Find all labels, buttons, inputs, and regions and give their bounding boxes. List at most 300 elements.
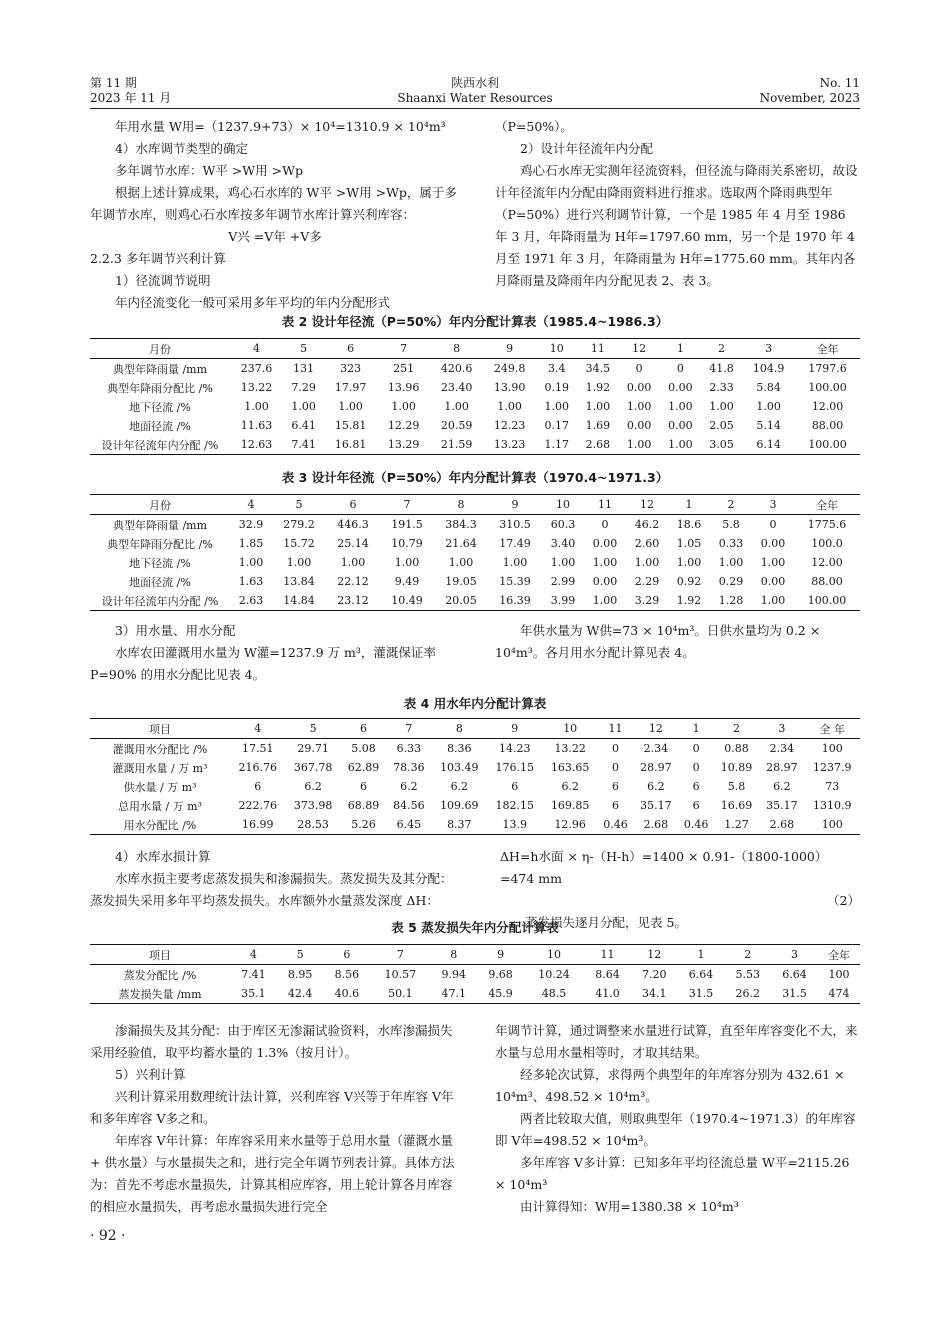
table-row — [90, 359, 860, 379]
header-cell: 项目 — [149, 948, 171, 962]
table-cell: 1.00 — [756, 400, 781, 413]
table-cell: 15.39 — [499, 575, 531, 588]
header-cell: 9 — [497, 948, 505, 961]
table-cell: 0 — [676, 362, 684, 375]
table-cell: 12.29 — [387, 419, 420, 432]
header-cell: 6 — [349, 498, 357, 511]
header-cell: 月份 — [149, 342, 171, 356]
table-cell: 10.89 — [720, 761, 753, 774]
table-cell: 13.84 — [283, 575, 315, 588]
table-cell: 1.00 — [444, 400, 469, 413]
table-cell: 1.63 — [238, 575, 264, 588]
header-journal-cn: 陕西水利 — [450, 76, 499, 90]
table-cell: 1.27 — [724, 818, 749, 831]
table-cell: 2.68 — [585, 438, 611, 451]
table-cell: 3.29 — [634, 594, 660, 607]
table-cell: 总用水量 / 万 m³ — [117, 799, 203, 813]
table-cell: 6 — [254, 780, 262, 793]
table-cell: 地面径流 /% — [129, 419, 191, 433]
table-cell: 8.95 — [287, 968, 313, 981]
table-header-row — [90, 339, 860, 359]
header-cell: 10 — [549, 342, 564, 355]
table-cell: 1.00 — [338, 400, 363, 413]
table-cell: 8.37 — [447, 818, 472, 831]
table-cell: 60.3 — [550, 518, 576, 531]
table-cell: 1.00 — [394, 556, 420, 569]
table-cell: 0.46 — [603, 818, 628, 831]
table-cell: 1.17 — [544, 438, 569, 451]
table-cell: 6 — [511, 780, 519, 793]
table-cell: 12.23 — [493, 419, 526, 432]
table-cell: 18.6 — [676, 518, 702, 531]
table-cell: 88.00 — [811, 419, 844, 432]
header-cell: 3 — [791, 948, 799, 961]
table-cell: 28.53 — [297, 818, 329, 831]
table-cell: 5.14 — [756, 419, 781, 432]
table3-title: 表 3 设计年径流（P=50%）年内分配计算表（1970.4~1971.3） — [281, 470, 669, 485]
table-cell: 6.14 — [756, 438, 781, 451]
section-heading: 5）兴利计算 — [115, 1067, 186, 1082]
table-cell: 42.4 — [287, 987, 313, 1000]
table-cell: 16.81 — [334, 438, 367, 451]
table-cell: 16.39 — [499, 594, 531, 607]
table-row — [90, 796, 860, 815]
header-issue-cn: 第 11 期 — [90, 76, 137, 90]
header-cell: 9 — [511, 722, 519, 735]
table-row — [90, 416, 860, 435]
table-cell: 7.41 — [241, 968, 266, 981]
table-cell: 6 — [612, 799, 620, 812]
table-cell: 1.00 — [291, 400, 316, 413]
paragraph: 兴利计算采用数理统计法计算，兴利库容 V兴等于年库容 V年和多年库容 V多之和。 — [90, 1089, 454, 1126]
table-cell: 5.08 — [351, 742, 376, 755]
header-cell: 2 — [718, 342, 726, 355]
table-cell: 6.2 — [561, 780, 579, 793]
table-cell: 0.17 — [544, 419, 569, 432]
header-cell: 7 — [400, 342, 408, 355]
mid-left-column — [90, 620, 460, 686]
header-cell: 2 — [732, 722, 740, 735]
table-cell: 蒸发分配比 /% — [123, 968, 197, 982]
header-cell: 11 — [590, 342, 605, 355]
table-cell: 5.26 — [351, 818, 376, 831]
table-row — [90, 435, 860, 455]
table-cell: 41.8 — [709, 362, 734, 375]
table-cell: 6.2 — [773, 780, 791, 793]
table-cell: 1.00 — [585, 400, 611, 413]
table-cell: 6 — [692, 799, 700, 812]
table-cell: 26.2 — [735, 987, 760, 1000]
paragraph: 多年库容 V多计算：已知多年平均径流总量 W平=2115.26 × 10⁴m³ — [495, 1155, 850, 1192]
table-cell: 17.51 — [241, 742, 274, 755]
header-cell: 8 — [450, 948, 458, 961]
table-cell: 216.76 — [238, 761, 277, 774]
table-cell: 279.2 — [283, 518, 315, 531]
table-cell: 1.00 — [668, 438, 693, 451]
table-cell: 100 — [828, 968, 850, 981]
header-cell: 10 — [563, 722, 578, 735]
header-cell: 4 — [249, 948, 257, 961]
header-cell: 4 — [252, 342, 260, 355]
table-cell: 222.76 — [238, 799, 277, 812]
paragraph: 鸡心石水库无实测年径流资料，但径流与降雨关系密切，故设计年径流年内分配由降雨资料进行推求。选取两个降雨典型年（P=50%）进行兴利调节计算，一个是 1985 年 4 月至 1986 年 3 月，年降雨量为 H年=1797.60 mm，另一个是 1970 年 4 月至 1971 年 3 月，年降雨量为 H年=1775.60 mm。其年内各月降雨量及降雨年内分配见表 2、表 3。 — [495, 163, 858, 288]
header-cell: 1 — [697, 948, 705, 961]
table-cell: 地下径流 /% — [129, 556, 191, 570]
annual-water-use: 年用水量 W用=（1237.9+73）× 10⁴=1310.9 × 10⁴m³ — [115, 119, 446, 134]
bottom-right-column — [495, 1020, 860, 1218]
table-cell: 典型年降雨分配比 /% — [107, 537, 213, 551]
table-cell: 1.92 — [585, 381, 611, 394]
table-row — [90, 758, 860, 777]
table-cell: 13.22 — [554, 742, 586, 755]
table-cell: 1.00 — [286, 556, 312, 569]
table-cell: 3.99 — [550, 594, 576, 607]
table-cell: 6.41 — [291, 419, 316, 432]
paragraph: 由计算得知：W用=1380.38 × 10⁴m³ — [520, 1199, 739, 1214]
lower-left-column — [90, 846, 460, 912]
table-cell: 32.9 — [238, 518, 264, 531]
header-date-en: November, 2023 — [759, 91, 860, 105]
table-cell: 0.00 — [668, 419, 693, 432]
header-cell: 9 — [506, 342, 514, 355]
table2 — [90, 338, 860, 455]
table-cell: 1.00 — [626, 400, 652, 413]
table-cell: 0 — [769, 518, 777, 531]
table-cell: 31.5 — [782, 987, 807, 1000]
table-cell: 典型年降雨量 /mm — [112, 362, 208, 376]
table-row — [90, 378, 860, 397]
table-cell: 蒸发损失量 /mm — [118, 987, 202, 1001]
table-cell: 46.2 — [634, 518, 660, 531]
table-cell: 0 — [612, 761, 620, 774]
table-cell: 0 — [692, 742, 700, 755]
table-cell: 62.89 — [347, 761, 380, 774]
table-cell: 2.34 — [643, 742, 669, 755]
table-cell: 0.88 — [724, 742, 749, 755]
table-cell: 8.56 — [334, 968, 360, 981]
table-cell: 23.40 — [440, 381, 473, 394]
table-cell: 23.12 — [337, 594, 369, 607]
table-cell: 13.96 — [387, 381, 420, 394]
table-cell: 1.00 — [550, 556, 576, 569]
table-cell: 10.79 — [391, 537, 423, 550]
table-cell: 14.23 — [499, 742, 531, 755]
table-cell: 5.8 — [722, 518, 740, 531]
header-cell: 12 — [648, 722, 663, 735]
table-cell: 1.00 — [634, 556, 660, 569]
paragraph: （P=50%）。 — [495, 119, 573, 134]
table-cell: 249.8 — [493, 362, 526, 375]
header-cell: 8 — [453, 342, 461, 355]
table-cell: 0.19 — [544, 381, 569, 394]
table-cell: 6.2 — [304, 780, 322, 793]
table-cell: 31.5 — [688, 987, 714, 1000]
header-cell: 2 — [727, 498, 735, 511]
table-cell: 0.00 — [626, 419, 652, 432]
table3 — [90, 494, 860, 611]
table-cell: 地面径流 /% — [129, 575, 191, 589]
table-cell: 13.90 — [493, 381, 526, 394]
header-cell: 5 — [296, 948, 304, 961]
table-cell: 2.63 — [238, 594, 264, 607]
table-cell: 17.97 — [334, 381, 367, 394]
header-cell: 6 — [343, 948, 351, 961]
table-cell: 16.99 — [241, 818, 274, 831]
table-cell: 131 — [293, 362, 315, 375]
table-cell: 2.68 — [769, 818, 795, 831]
table-cell: 1.00 — [340, 556, 366, 569]
table-row — [90, 572, 860, 591]
header-cell: 9 — [511, 498, 519, 511]
table-cell: 0.00 — [668, 381, 693, 394]
table-cell: 2.99 — [550, 575, 576, 588]
header-cell: 10 — [547, 948, 562, 961]
table-row — [90, 965, 860, 985]
top-right-column — [495, 116, 860, 292]
table-cell: 2.29 — [634, 575, 660, 588]
table-cell: 323 — [340, 362, 362, 375]
table-cell: 设计年径流年内分配 /% — [101, 438, 219, 452]
header-cell: 1 — [692, 722, 700, 735]
table-cell: 100 — [821, 818, 843, 831]
table-cell: 446.3 — [337, 518, 369, 531]
table-cell: 100.0 — [811, 537, 843, 550]
table-cell: 384.3 — [445, 518, 477, 531]
header-cell: 5 — [295, 498, 303, 511]
table4-title: 表 4 用水年内分配计算表 — [403, 696, 547, 711]
table-header-row — [90, 719, 860, 739]
table-cell: 103.49 — [440, 761, 479, 774]
table-cell: 3.05 — [709, 438, 734, 451]
header-issue-en: No. 11 — [819, 76, 860, 90]
table-cell: 1.00 — [592, 594, 618, 607]
table-cell: 100.00 — [808, 381, 847, 394]
table-cell: 420.6 — [440, 362, 473, 375]
table-cell: 8.36 — [447, 742, 472, 755]
header-cell: 3 — [765, 342, 773, 355]
table-cell: 8.64 — [595, 968, 620, 981]
section-heading: 2）设计年径流年内分配 — [520, 141, 653, 156]
table-cell: 1.00 — [760, 556, 786, 569]
paragraph: 年供水量为 W供=73 × 10⁴m³。日供水量均为 0.2 × 10⁴m³。各月用水分配计算见表 4。 — [495, 623, 821, 660]
paragraph: 蒸发损失逐月分配，见表 5。 — [525, 915, 687, 930]
table-cell: 1.28 — [718, 594, 744, 607]
header-cell: 7 — [405, 722, 413, 735]
section-heading: 3）用水量、用水分配 — [115, 623, 236, 638]
table-cell: 73 — [825, 780, 840, 793]
table-cell: 6.64 — [782, 968, 807, 981]
table-cell: 1.00 — [626, 438, 652, 451]
header-cell: 1 — [676, 342, 684, 355]
table-cell: 1237.9 — [813, 761, 852, 774]
table-cell: 典型年降雨分配比 /% — [107, 381, 213, 395]
header-cell: 12 — [640, 498, 654, 511]
table5-title: 表 5 蒸发损失年内分配计算表 — [391, 920, 559, 935]
header-cell: 3 — [778, 722, 786, 735]
table-cell: 1.00 — [668, 400, 693, 413]
table-cell: 163.65 — [550, 761, 590, 774]
paragraph: 年库容 V年计算：年库容采用来水量等于总用水量（灌溉水量 + 供水量）与水量损失之和，进行完全年调节列表计算。具体方法为：首先不考虑水量损失，计算其相应库容，用上轮计算各月库容的相应水量损失，再考虑水量损失进行完全 — [90, 1133, 455, 1214]
page-number: · 92 · — [90, 1228, 126, 1244]
table-cell: 0 — [635, 362, 643, 375]
table-cell: 88.00 — [811, 575, 843, 588]
table-cell: 7.41 — [291, 438, 316, 451]
header-cell: 8 — [457, 498, 465, 511]
table-row — [90, 984, 860, 1004]
table-cell: 0.00 — [760, 575, 786, 588]
table-cell: 7.29 — [291, 381, 316, 394]
table-row — [90, 739, 860, 759]
table-cell: 6 — [612, 780, 620, 793]
table-cell: 13.23 — [493, 438, 526, 451]
section-heading: 4）水库水损计算 — [115, 849, 211, 864]
table-cell: 6.2 — [450, 780, 469, 793]
table-cell: 0 — [601, 518, 609, 531]
table-cell: 1.92 — [676, 594, 702, 607]
table-cell: 0.46 — [683, 818, 709, 831]
table-cell: 13.29 — [387, 438, 420, 451]
table-cell: 0.92 — [676, 575, 702, 588]
table-cell: 100 — [821, 742, 843, 755]
table-cell: 6.2 — [647, 780, 665, 793]
table-cell: 48.5 — [541, 987, 567, 1000]
table-cell: 1310.9 — [813, 799, 852, 812]
table-cell: 0.33 — [718, 537, 744, 550]
header-right — [760, 76, 860, 106]
table-cell: 1.00 — [502, 556, 528, 569]
table4 — [90, 718, 860, 835]
table-cell: 0.00 — [626, 381, 652, 394]
table5 — [90, 944, 860, 1004]
paragraph: 水库农田灌溉用水量为 W灌=1237.9 万 m³，灌溉保证率 P=90% 的用水分配比见表 4。 — [90, 645, 436, 682]
table-cell: 1.05 — [676, 537, 702, 550]
table-cell: 1.00 — [448, 556, 474, 569]
table-cell: 35.17 — [766, 799, 798, 812]
table-cell: 50.1 — [388, 987, 413, 1000]
paragraph: 两者比较取大值，则取典型年（1970.4~1971.3）的年库容即 V年=498.52 × 10⁴m³。 — [495, 1111, 856, 1148]
table-header-row — [90, 945, 860, 965]
table-cell: 灌溉用水量 / 万 m³ — [112, 761, 208, 775]
table-cell: 5.84 — [756, 381, 781, 394]
table-cell: 2.33 — [709, 381, 734, 394]
header-cell: 1 — [685, 498, 693, 511]
header-cell: 7 — [403, 498, 411, 511]
table-cell: 12.00 — [811, 400, 844, 413]
header-cell: 项目 — [149, 722, 171, 736]
table-row — [90, 397, 860, 416]
table-cell: 3.40 — [550, 537, 576, 550]
table-cell: 地下径流 /% — [129, 400, 191, 414]
header-cell: 全年 — [827, 948, 850, 962]
mid-right-column — [495, 620, 860, 664]
table-cell: 0.00 — [760, 537, 786, 550]
table-row — [90, 553, 860, 572]
section-heading: 4）水库调节类型的确定 — [115, 141, 248, 156]
table-cell: 41.0 — [595, 987, 620, 1000]
table-cell: 设计年径流年内分配 /% — [101, 594, 219, 608]
table-cell: 0 — [612, 742, 620, 755]
table-cell: 100.00 — [807, 594, 847, 607]
table-cell: 3.4 — [547, 362, 566, 375]
header-cell: 2 — [744, 948, 752, 961]
table-cell: 10.24 — [538, 968, 570, 981]
table-cell: 28.97 — [766, 761, 798, 774]
table-cell: 25.14 — [337, 537, 369, 550]
table-cell: 7.20 — [641, 968, 667, 981]
table-cell: 供水量 / 万 m³ — [123, 780, 197, 794]
table-cell: 13.22 — [240, 381, 273, 394]
table-cell: 1.00 — [497, 400, 522, 413]
header-cell: 6 — [347, 342, 355, 355]
table-cell: 78.36 — [393, 761, 425, 774]
table-cell: 12.96 — [554, 818, 586, 831]
table-cell: 19.05 — [445, 575, 477, 588]
table-cell: 45.9 — [488, 987, 513, 1000]
header-cell: 8 — [455, 722, 463, 735]
paragraph: 年调节计算，通过调整来水量进行试算，直至年库容变化不大，来水量与总用水量相等时，才取其结果。 — [495, 1023, 858, 1060]
table-cell: 9.68 — [488, 968, 513, 981]
table-cell: 100.00 — [808, 438, 847, 451]
header-cell: 12 — [647, 948, 662, 961]
table-cell: 12.00 — [811, 556, 843, 569]
table-cell: 1775.6 — [807, 518, 847, 531]
header-cell: 6 — [360, 722, 368, 735]
table-cell: 1.85 — [238, 537, 264, 550]
table-cell: 17.49 — [499, 537, 531, 550]
table-cell: 191.5 — [391, 518, 423, 531]
header-cell: 全年 — [816, 498, 838, 512]
section-heading: 1）径流调节说明 — [115, 273, 211, 288]
table-cell: 47.1 — [441, 987, 467, 1000]
table-cell: 21.64 — [445, 537, 477, 550]
table-cell: 15.72 — [283, 537, 315, 550]
table-cell: 9.94 — [441, 968, 467, 981]
header-cell: 全 年 — [819, 722, 845, 736]
table-cell: 21.59 — [440, 438, 473, 451]
table-cell: 1.00 — [676, 556, 702, 569]
table-cell: 0.00 — [592, 537, 618, 550]
table-row — [90, 591, 860, 611]
header-cell: 5 — [309, 722, 317, 735]
table-cell: 367.78 — [293, 761, 333, 774]
table-cell: 典型年降雨量 /mm — [112, 518, 208, 532]
table-cell: 9.49 — [394, 575, 420, 588]
table-cell: 2.68 — [643, 818, 669, 831]
table-cell: 5.53 — [735, 968, 760, 981]
running-header — [90, 72, 860, 109]
table-cell: 16.69 — [720, 799, 753, 812]
table-cell: 34.5 — [585, 362, 611, 375]
header-cell: 11 — [598, 498, 612, 511]
table-cell: 1.00 — [391, 400, 416, 413]
table-row — [90, 515, 860, 535]
table-cell: 用水分配比 /% — [123, 818, 197, 832]
paragraph: 经多轮次试算，求得两个典型年的年库容分别为 432.61 × 10⁴m³、498.52 × 10⁴m³。 — [495, 1067, 845, 1104]
table-cell: 20.05 — [445, 594, 477, 607]
table-row — [90, 534, 860, 553]
table-cell: 11.63 — [240, 419, 273, 432]
table-cell: 237.6 — [240, 362, 273, 375]
table-cell: 251 — [393, 362, 415, 375]
table2-title: 表 2 设计年径流（P=50%）年内分配计算表（1985.4~1986.3） — [281, 314, 669, 329]
header-cell: 3 — [769, 498, 777, 511]
table-cell: 14.84 — [283, 594, 315, 607]
header-cell: 4 — [247, 498, 255, 511]
table-cell: 6.33 — [396, 742, 422, 755]
table-cell: 28.97 — [640, 761, 672, 774]
table-cell: 2.05 — [709, 419, 734, 432]
table-cell: 373.98 — [293, 799, 333, 812]
